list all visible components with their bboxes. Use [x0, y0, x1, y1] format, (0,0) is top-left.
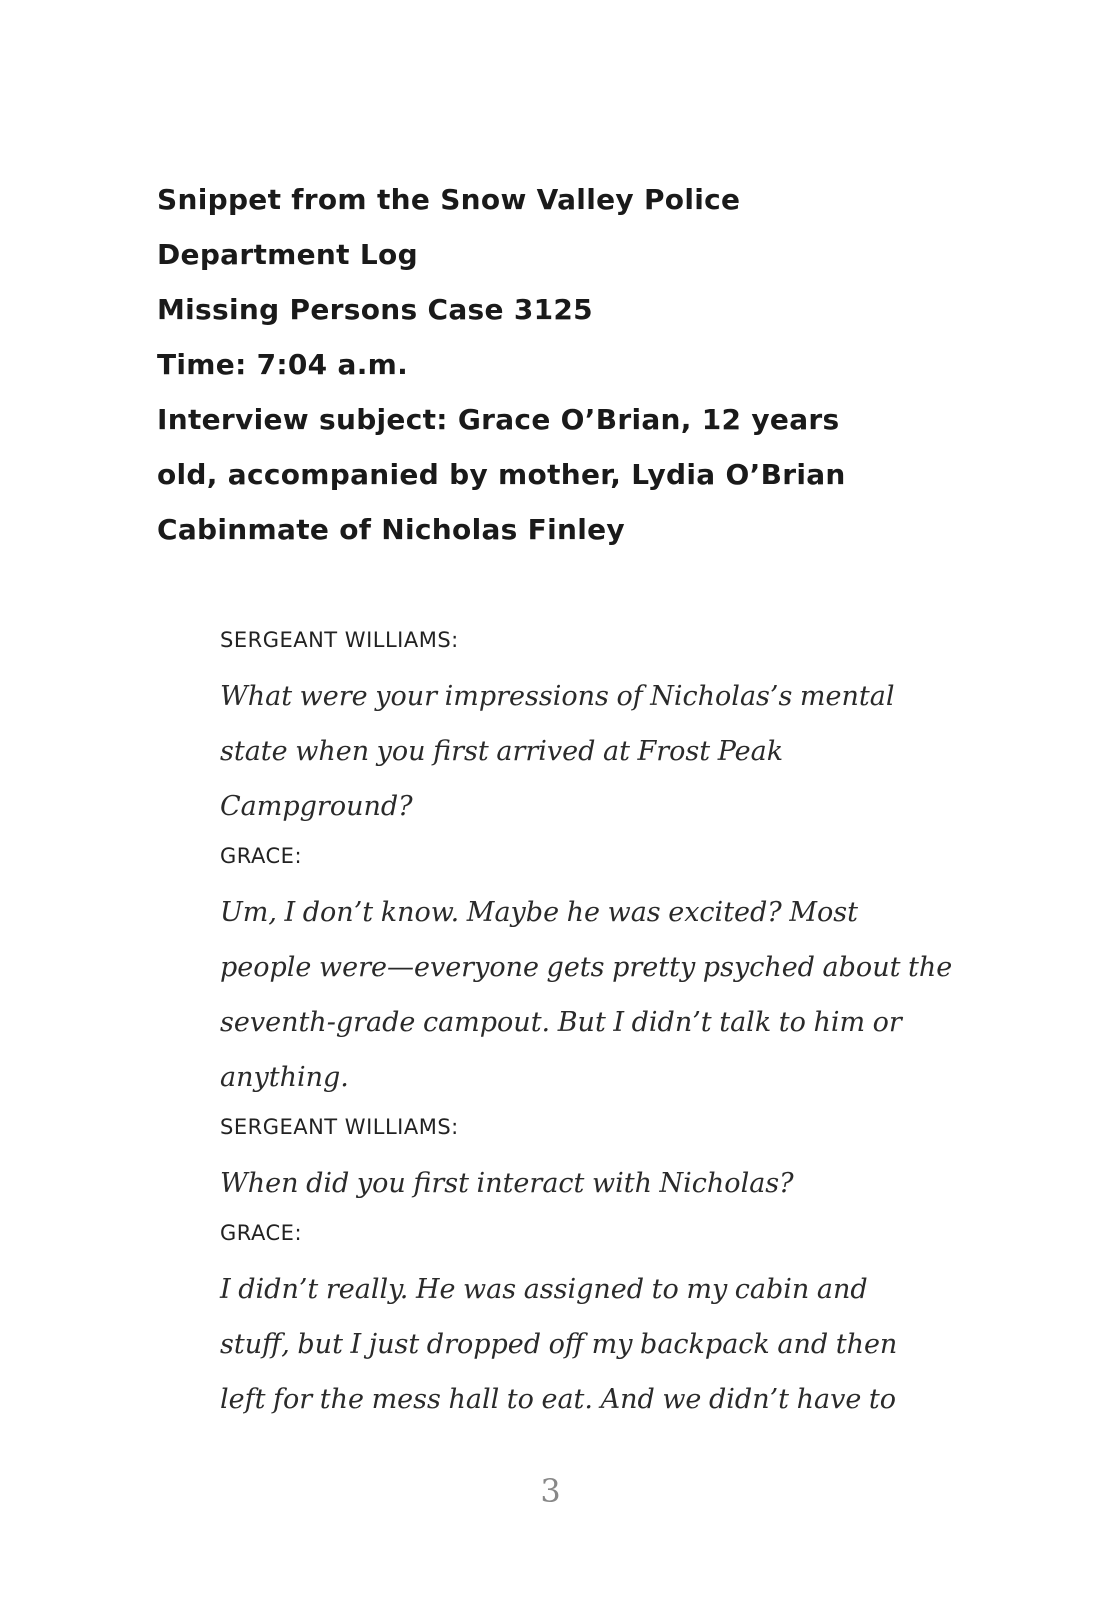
speech-line: stuff, but I just dropped off my backpack and then [220, 1329, 898, 1360]
speaker-label: GRACE: [220, 1221, 303, 1245]
speaker-label: GRACE: [220, 844, 303, 868]
speech-block [220, 669, 940, 834]
speech-block [220, 1156, 940, 1211]
speech-line: Um, I don’t know. Maybe he was excited? Most [220, 897, 858, 928]
header-line: Snippet from the Snow Valley Police [157, 183, 741, 216]
header-line: Missing Persons Case 3125 [157, 293, 593, 326]
speech-line: anything. [220, 1062, 349, 1093]
speech-line: left for the mess hall to eat. And we didn’t have to [220, 1384, 897, 1415]
header-line: Interview subject: Grace O’Brian, 12 years [157, 403, 840, 436]
interview-transcript [220, 618, 953, 1427]
speaker-label: SERGEANT WILLIAMS: [220, 628, 459, 652]
header-line: Time: 7:04 a.m. [157, 348, 409, 381]
speech-block [220, 885, 953, 1105]
page-number: 3 [540, 1472, 561, 1510]
header-line: Cabinmate of Nicholas Finley [157, 513, 625, 546]
speech-line: I didn’t really. He was assigned to my cabin and [220, 1274, 868, 1305]
speech-block [220, 1262, 940, 1427]
speech-line: What were your impressions of Nicholas’s mental [220, 681, 895, 712]
speech-line: When did you first interact with Nicholas? [220, 1168, 794, 1199]
header-line: old, accompanied by mother, Lydia O’Brian [157, 458, 846, 491]
log-header [157, 172, 957, 557]
speaker-label: SERGEANT WILLIAMS: [220, 1115, 459, 1139]
speech-line: seventh-grade campout. But I didn’t talk to him or [220, 1007, 902, 1038]
speech-line: state when you first arrived at Frost Peak [220, 736, 784, 767]
speech-line: Campground? [220, 791, 413, 822]
speech-line: people were—everyone gets pretty psyched about the [220, 952, 953, 983]
header-line: Department Log [157, 238, 418, 271]
